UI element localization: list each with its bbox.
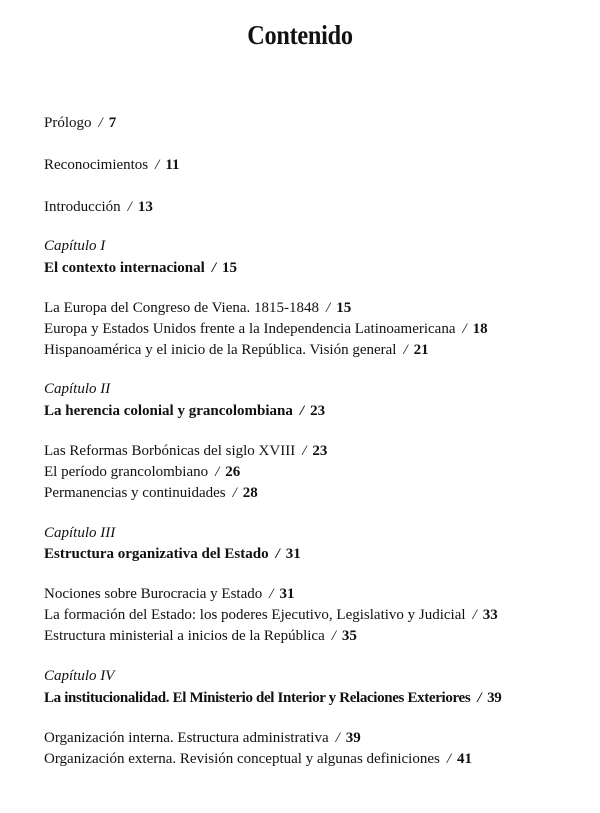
toc-entry-text: Reconocimientos <box>44 157 149 173</box>
chapter-label: Capítulo II <box>44 381 111 397</box>
toc-section <box>44 320 488 338</box>
chapter-title-text: La institucionalidad. El Ministerio del Interior y Relaciones Exteriores <box>44 690 471 706</box>
page-number: 21 <box>413 342 429 358</box>
toc-section-text: Europa y Estados Unidos frente a la Independencia Latinoamericana <box>44 321 456 337</box>
separator: / <box>331 628 336 644</box>
toc-section <box>44 484 258 502</box>
toc-section <box>44 463 240 481</box>
chapter-label: Capítulo IV <box>44 668 115 684</box>
toc-section <box>44 585 294 603</box>
toc-section <box>44 299 351 317</box>
separator: / <box>211 260 216 276</box>
toc-section <box>44 442 327 460</box>
separator: / <box>215 464 220 480</box>
separator: / <box>127 199 132 215</box>
page-number: 33 <box>482 607 498 623</box>
page-number: 23 <box>310 403 326 419</box>
toc-entry-reconocimientos <box>44 156 180 174</box>
separator: / <box>299 403 305 419</box>
toc-section-text: Permanencias y continuidades <box>44 485 226 501</box>
page-number: 31 <box>285 546 301 562</box>
chapter-title <box>44 689 501 707</box>
separator: / <box>446 751 452 767</box>
separator: / <box>275 546 280 562</box>
separator: / <box>269 586 274 602</box>
chapter-title <box>44 259 237 277</box>
toc-entry-prologo <box>44 114 116 132</box>
separator: / <box>403 342 408 358</box>
page-number: 39 <box>345 730 361 746</box>
page-number: 23 <box>312 443 328 459</box>
toc-section <box>44 341 429 359</box>
separator: / <box>326 300 331 316</box>
separator: / <box>472 607 477 623</box>
chapter-label: Capítulo I <box>44 238 106 254</box>
page-number: 26 <box>225 464 241 480</box>
page-number: 13 <box>137 199 153 215</box>
page-number: 15 <box>336 300 352 316</box>
page-number: 28 <box>242 485 258 501</box>
separator: / <box>232 485 237 501</box>
toc-section-text: Las Reformas Borbónicas del siglo XVIII <box>44 443 296 459</box>
toc-section <box>44 750 472 768</box>
chapter-title-text: La herencia colonial y grancolombiana <box>44 403 293 419</box>
toc-section <box>44 627 357 645</box>
page-number: 35 <box>341 628 357 644</box>
separator: / <box>302 443 307 459</box>
separator: / <box>462 321 467 337</box>
page-number: 18 <box>472 321 488 337</box>
toc-section-text: Organización interna. Estructura administrativa <box>44 730 329 746</box>
toc-section-text: La formación del Estado: los poderes Ejecutivo, Legislativo y Judicial <box>44 607 466 623</box>
page-title: Contenido <box>247 20 353 50</box>
separator: / <box>98 115 103 131</box>
toc-section <box>44 606 498 624</box>
separator: / <box>335 730 340 746</box>
page-number: 15 <box>222 260 237 276</box>
toc-entry-text: Prólogo <box>44 115 92 131</box>
chapter-label: Capítulo III <box>44 525 116 541</box>
separator: / <box>477 690 482 706</box>
toc-section-text: Hispanoamérica y el inicio de la República. Visión general <box>44 342 397 358</box>
toc-entry-introduccion <box>44 198 153 216</box>
toc-section <box>44 729 361 747</box>
chapter-title-text: Estructura organizativa del Estado <box>44 546 269 562</box>
toc-entry-text: Introducción <box>44 199 121 215</box>
toc-section-text: Organización externa. Revisión conceptual y algunas definiciones <box>44 751 440 767</box>
page-number: 31 <box>279 586 295 602</box>
chapter-title <box>44 545 301 563</box>
separator: / <box>155 157 160 173</box>
page-number: 39 <box>487 690 502 706</box>
page-number: 41 <box>457 751 473 767</box>
toc-section-text: Nociones sobre Burocracia y Estado <box>44 586 263 602</box>
chapter-title <box>44 402 325 420</box>
toc-section-text: Estructura ministerial a inicios de la República <box>44 628 325 644</box>
page-number: 11 <box>165 157 180 173</box>
toc-section-text: El período grancolombiano <box>44 464 209 480</box>
page-number: 7 <box>108 115 117 131</box>
toc-section-text: La Europa del Congreso de Viena. 1815-1848 <box>44 300 320 316</box>
chapter-title-text: El contexto internacional <box>44 260 205 276</box>
